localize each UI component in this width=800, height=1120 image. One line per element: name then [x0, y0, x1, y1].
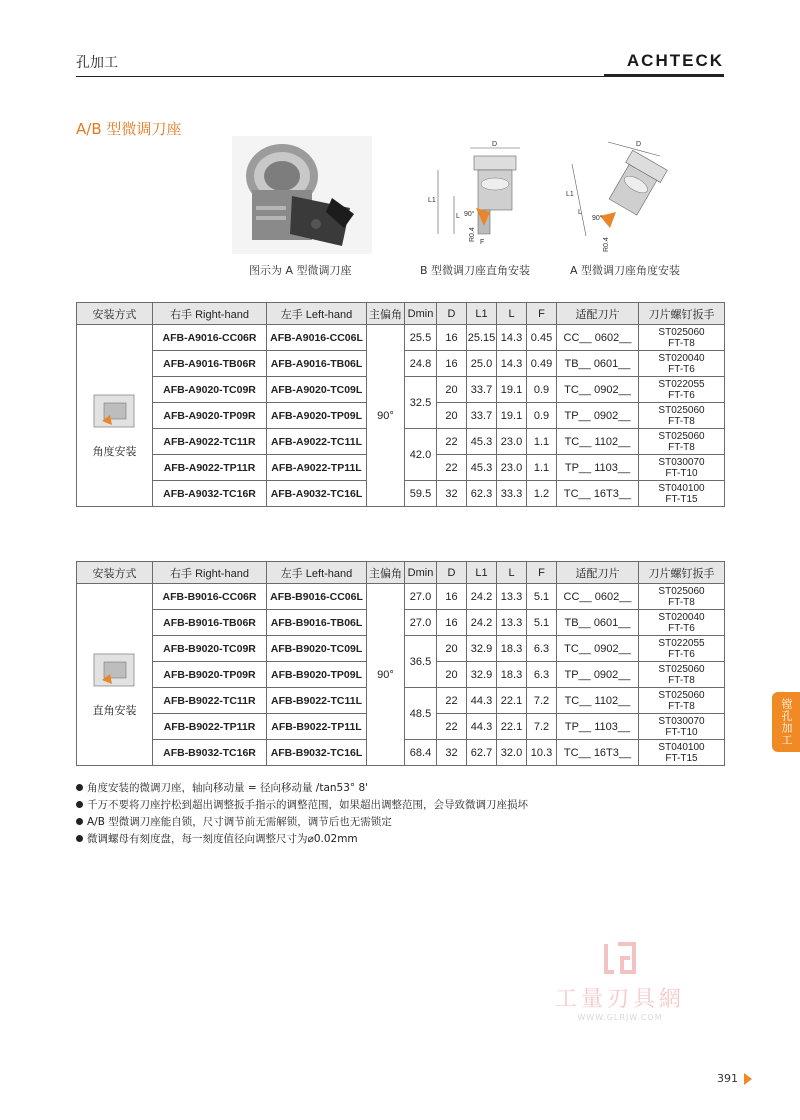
b-type-drawing [418, 136, 538, 256]
approach-angle: 90° [367, 584, 405, 766]
insert-value: TP__ 0902__ [557, 662, 639, 688]
dim-angle-label: 90° [464, 211, 475, 218]
left-hand-code: AFB-A9022-TP11L [267, 455, 367, 481]
f-value: 6.3 [527, 636, 557, 662]
col-screw-wrench: 刀片螺钉扳手 [639, 562, 725, 584]
insert-value: TB__ 0601__ [557, 351, 639, 377]
d-value: 32 [437, 740, 467, 766]
d-value: 22 [437, 429, 467, 455]
right-hand-code: AFB-B9020-TC09R [153, 636, 267, 662]
col-l: L [497, 303, 527, 325]
wrench-code: FT-T6 [668, 389, 695, 401]
f-value: 1.1 [527, 455, 557, 481]
l1-value: 24.2 [467, 584, 497, 610]
screw-wrench-value [639, 610, 725, 636]
l1-value: 32.9 [467, 662, 497, 688]
left-hand-code: AFB-B9020-TC09L [267, 636, 367, 662]
right-hand-code: AFB-A9022-TP11R [153, 455, 267, 481]
screw-code: ST025060 [658, 430, 705, 442]
page-number: 391 [717, 1072, 738, 1085]
spec-table-b [76, 561, 725, 766]
d-value: 16 [437, 325, 467, 351]
d-value: 32 [437, 481, 467, 507]
d-value: 16 [437, 351, 467, 377]
left-hand-code: AFB-B9022-TP11L [267, 714, 367, 740]
section-title: A/B 型微调刀座 [76, 120, 182, 138]
l-value: 13.3 [497, 584, 527, 610]
left-hand-code: AFB-A9016-TB06L [267, 351, 367, 377]
screw-wrench-value [639, 714, 725, 740]
wrench-code: FT-T8 [668, 441, 695, 453]
l1-value: 62.3 [467, 481, 497, 507]
col-mount: 安装方式 [77, 303, 153, 325]
dim-l1-label: L1 [428, 197, 436, 204]
col-left-hand: 左手 Left-hand [267, 562, 367, 584]
right-hand-code: AFB-A9016-CC06R [153, 325, 267, 351]
side-tab-boring[interactable]: 镗孔加工 [772, 692, 800, 752]
mount-cell [77, 584, 153, 766]
mount-cell [77, 325, 153, 507]
a-type-caption: A 型微调刀座角度安装 [570, 264, 681, 277]
left-hand-code: AFB-A9022-TC11L [267, 429, 367, 455]
left-hand-code: AFB-B9032-TC16L [267, 740, 367, 766]
screw-code: ST040100 [658, 482, 705, 494]
product-photo [232, 136, 372, 254]
screw-code: ST040100 [658, 741, 705, 753]
d-value: 20 [437, 403, 467, 429]
screw-code: ST020040 [658, 352, 705, 364]
section-category: 孔加工 [76, 55, 118, 71]
l-value: 18.3 [497, 662, 527, 688]
l1-value: 24.2 [467, 610, 497, 636]
right-hand-code: AFB-B9022-TP11R [153, 714, 267, 740]
dim-l-label-a: L [578, 209, 582, 216]
screw-wrench-value [639, 403, 725, 429]
l-value: 19.1 [497, 403, 527, 429]
dim-d-label-a: D [636, 141, 642, 148]
dmin-value: 36.5 [405, 636, 437, 688]
right-hand-code: AFB-B9032-TC16R [153, 740, 267, 766]
l-value: 14.3 [497, 325, 527, 351]
f-value: 1.2 [527, 481, 557, 507]
wrench-code: FT-T8 [668, 337, 695, 349]
screw-wrench-value [639, 455, 725, 481]
left-hand-code: AFB-A9020-TC09L [267, 377, 367, 403]
screw-code: ST022055 [658, 637, 705, 649]
bullet-icon [76, 818, 83, 825]
l-value: 22.1 [497, 688, 527, 714]
insert-value: CC__ 0602__ [557, 325, 639, 351]
screw-code: ST020040 [658, 611, 705, 623]
l-value: 33.3 [497, 481, 527, 507]
l1-value: 44.3 [467, 714, 497, 740]
insert-value: TP__ 1103__ [557, 714, 639, 740]
insert-value: TC__ 0902__ [557, 377, 639, 403]
photo-caption: 图示为 A 型微调刀座 [249, 264, 352, 277]
l1-value: 33.7 [467, 403, 497, 429]
screw-code: ST030070 [658, 715, 705, 727]
left-hand-code: AFB-B9016-TB06L [267, 610, 367, 636]
dmin-value: 27.0 [405, 584, 437, 610]
screw-wrench-value [639, 662, 725, 688]
d-value: 16 [437, 610, 467, 636]
col-l: L [497, 562, 527, 584]
left-hand-code: AFB-A9016-CC06L [267, 325, 367, 351]
next-page-arrow-icon[interactable] [744, 1073, 752, 1085]
table-header-row [77, 562, 725, 584]
l-value: 13.3 [497, 610, 527, 636]
l1-value: 62.7 [467, 740, 497, 766]
watermark [530, 940, 710, 1022]
l1-value: 45.3 [467, 429, 497, 455]
col-right-hand: 右手 Right-hand [153, 303, 267, 325]
screw-wrench-value [639, 351, 725, 377]
right-hand-code: AFB-B9016-TB06R [153, 610, 267, 636]
a-type-drawing [556, 136, 676, 256]
dim-r-label-a: R0.4 [603, 237, 610, 252]
col-mount: 安装方式 [77, 562, 153, 584]
watermark-url: WWW.GLRJW.COM [577, 1013, 663, 1022]
l1-value: 45.3 [467, 455, 497, 481]
f-value: 0.49 [527, 351, 557, 377]
watermark-logo-icon [600, 940, 640, 976]
insert-value: CC__ 0602__ [557, 584, 639, 610]
right-hand-code: AFB-B9016-CC06R [153, 584, 267, 610]
insert-value: TC__ 1102__ [557, 429, 639, 455]
bullet-icon [76, 835, 83, 842]
right-hand-code: AFB-B9020-TP09R [153, 662, 267, 688]
insert-value: TP__ 0902__ [557, 403, 639, 429]
dim-d-label: D [492, 141, 498, 148]
l1-value: 25.15 [467, 325, 497, 351]
note-item: 角度安装的微调刀座，轴向移动量 = 径向移动量 /tan53° 8' [76, 780, 528, 797]
col-dmin: Dmin [405, 562, 437, 584]
l1-value: 44.3 [467, 688, 497, 714]
f-value: 0.9 [527, 403, 557, 429]
dmin-value: 27.0 [405, 610, 437, 636]
col-insert: 适配刀片 [557, 562, 639, 584]
f-value: 7.2 [527, 714, 557, 740]
screw-code: ST025060 [658, 689, 705, 701]
f-value: 5.1 [527, 610, 557, 636]
insert-value: TB__ 0601__ [557, 610, 639, 636]
insert-value: TP__ 1103__ [557, 455, 639, 481]
screw-wrench-value [639, 325, 725, 351]
dmin-value: 25.5 [405, 325, 437, 351]
notes-list [76, 780, 528, 848]
f-value: 0.9 [527, 377, 557, 403]
dmin-value: 48.5 [405, 688, 437, 740]
d-value: 20 [437, 636, 467, 662]
l-value: 32.0 [497, 740, 527, 766]
right-hand-code: AFB-B9022-TC11R [153, 688, 267, 714]
col-angle: 主偏角 [367, 562, 405, 584]
left-hand-code: AFB-B9022-TC11L [267, 688, 367, 714]
d-value: 22 [437, 714, 467, 740]
wrench-code: FT-T15 [665, 493, 698, 505]
l1-value: 33.7 [467, 377, 497, 403]
table-header-row [77, 303, 725, 325]
l-value: 23.0 [497, 455, 527, 481]
table-row [77, 325, 725, 351]
watermark-text: 工量刃具網 [554, 987, 685, 1012]
f-value: 0.45 [527, 325, 557, 351]
screw-code: ST022055 [658, 378, 705, 390]
f-value: 6.3 [527, 662, 557, 688]
col-right-hand: 右手 Right-hand [153, 562, 267, 584]
col-insert: 适配刀片 [557, 303, 639, 325]
col-l1: L1 [467, 562, 497, 584]
col-dmin: Dmin [405, 303, 437, 325]
wrench-code: FT-T8 [668, 674, 695, 686]
l-value: 14.3 [497, 351, 527, 377]
l-value: 22.1 [497, 714, 527, 740]
brand-logo: ACHTECK [626, 51, 724, 70]
table-row [77, 584, 725, 610]
insert-value: TC__ 1102__ [557, 688, 639, 714]
d-value: 16 [437, 584, 467, 610]
wrench-code: FT-T6 [668, 622, 695, 634]
wrench-code: FT-T6 [668, 363, 695, 375]
left-hand-code: AFB-B9016-CC06L [267, 584, 367, 610]
screw-code: ST025060 [658, 585, 705, 597]
dim-l-label: L [456, 213, 460, 220]
dim-l1-label-a: L1 [566, 191, 574, 198]
col-d: D [437, 562, 467, 584]
col-d: D [437, 303, 467, 325]
bullet-icon [76, 784, 83, 791]
wrench-code: FT-T6 [668, 648, 695, 660]
note-item: A/B 型微调刀座能自锁，尺寸调节前无需解锁，调节后也无需锁定 [76, 814, 528, 831]
l-value: 18.3 [497, 636, 527, 662]
l-value: 23.0 [497, 429, 527, 455]
col-f: F [527, 303, 557, 325]
right-hand-code: AFB-A9022-TC11R [153, 429, 267, 455]
screw-code: ST025060 [658, 663, 705, 675]
f-value: 10.3 [527, 740, 557, 766]
col-l1: L1 [467, 303, 497, 325]
screw-code: ST025060 [658, 404, 705, 416]
spec-table-a [76, 302, 725, 507]
d-value: 22 [437, 688, 467, 714]
screw-wrench-value [639, 688, 725, 714]
right-hand-code: AFB-A9016-TB06R [153, 351, 267, 377]
dim-r-label: R0.4 [469, 227, 476, 242]
insert-value: TC__ 16T3__ [557, 481, 639, 507]
f-value: 5.1 [527, 584, 557, 610]
insert-value: TC__ 16T3__ [557, 740, 639, 766]
dmin-value: 42.0 [405, 429, 437, 481]
l-value: 19.1 [497, 377, 527, 403]
approach-angle: 90° [367, 325, 405, 507]
f-value: 1.1 [527, 429, 557, 455]
wrench-code: FT-T8 [668, 700, 695, 712]
right-hand-code: AFB-A9032-TC16R [153, 481, 267, 507]
left-hand-code: AFB-B9020-TP09L [267, 662, 367, 688]
insert-value: TC__ 0902__ [557, 636, 639, 662]
col-angle: 主偏角 [367, 303, 405, 325]
col-f: F [527, 562, 557, 584]
screw-wrench-value [639, 377, 725, 403]
dmin-value: 59.5 [405, 481, 437, 507]
wrench-code: FT-T10 [665, 467, 698, 479]
mount-diagram-icon [90, 646, 140, 694]
d-value: 20 [437, 662, 467, 688]
l1-value: 25.0 [467, 351, 497, 377]
screw-wrench-value [639, 584, 725, 610]
screw-wrench-value [639, 429, 725, 455]
dim-angle-label-a: 90° [592, 215, 603, 222]
dmin-value: 32.5 [405, 377, 437, 429]
mount-diagram-icon [90, 387, 140, 435]
left-hand-code: AFB-A9032-TC16L [267, 481, 367, 507]
dim-f-label: F [480, 239, 485, 246]
d-value: 20 [437, 377, 467, 403]
dmin-value: 24.8 [405, 351, 437, 377]
col-screw-wrench: 刀片螺钉扳手 [639, 303, 725, 325]
wrench-code: FT-T15 [665, 752, 698, 764]
mount-label: 角度安装 [92, 446, 137, 458]
screw-wrench-value [639, 481, 725, 507]
d-value: 22 [437, 455, 467, 481]
col-left-hand: 左手 Left-hand [267, 303, 367, 325]
screw-code: ST030070 [658, 456, 705, 468]
b-type-caption: B 型微调刀座直角安装 [420, 264, 531, 277]
screw-wrench-value [639, 740, 725, 766]
screw-code: ST025060 [658, 326, 705, 338]
left-hand-code: AFB-A9020-TP09L [267, 403, 367, 429]
wrench-code: FT-T8 [668, 596, 695, 608]
note-item: 微调螺母有刻度盘，每一刻度值径向调整尺寸为⌀0.02mm [76, 831, 528, 848]
screw-wrench-value [639, 636, 725, 662]
right-hand-code: AFB-A9020-TP09R [153, 403, 267, 429]
f-value: 7.2 [527, 688, 557, 714]
dmin-value: 68.4 [405, 740, 437, 766]
wrench-code: FT-T8 [668, 415, 695, 427]
mount-label: 直角安装 [92, 705, 137, 717]
header-divider-accent [604, 74, 724, 77]
bullet-icon [76, 801, 83, 808]
right-hand-code: AFB-A9020-TC09R [153, 377, 267, 403]
wrench-code: FT-T10 [665, 726, 698, 738]
l1-value: 32.9 [467, 636, 497, 662]
note-item: 千万不要将刀座拧松到超出调整扳手指示的调整范围，如果超出调整范围，会导致微调刀座损坏 [76, 797, 528, 814]
